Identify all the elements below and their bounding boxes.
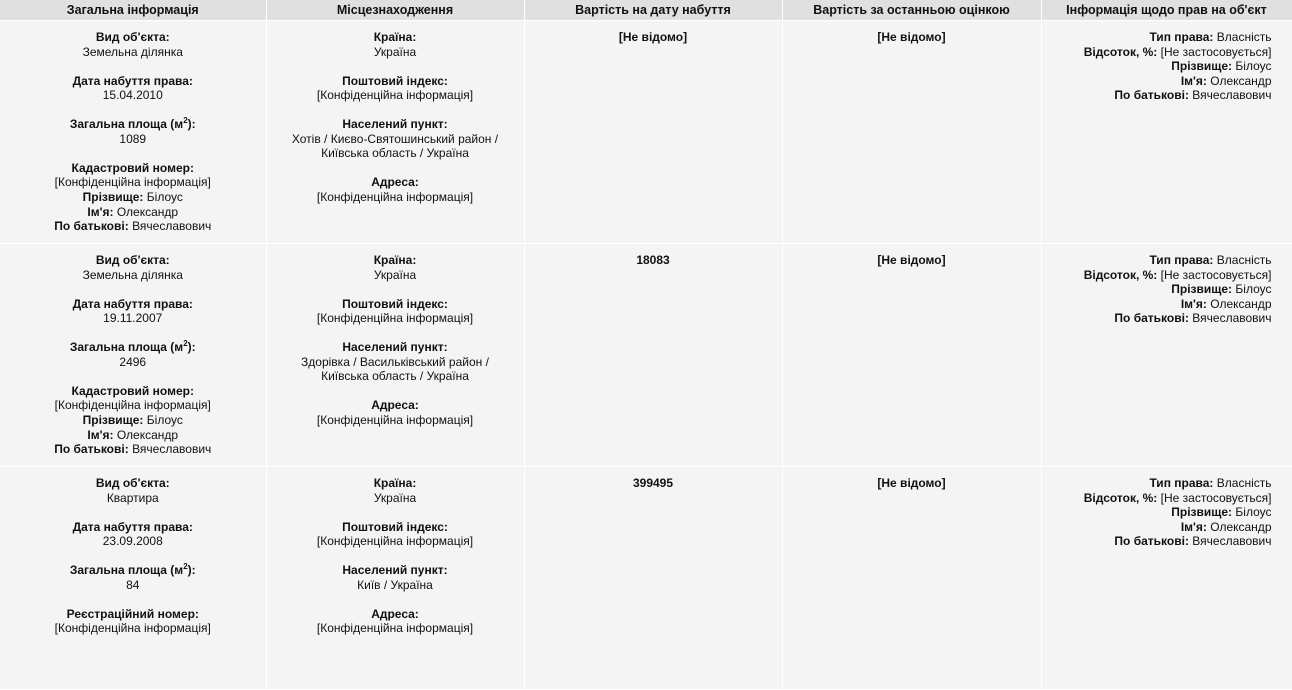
rights-name-line: Ім'я: Олександр xyxy=(1180,296,1272,311)
address-block: Адреса: [Конфіденційна інформація] xyxy=(271,175,520,204)
cadastral-value: [Конфіденційна інформація] xyxy=(54,175,211,190)
registration-label: Реєстраційний номер: xyxy=(66,606,199,621)
acquisition-date-label: Дата набуття права: xyxy=(72,296,193,311)
object-type-label: Вид об'єкта: xyxy=(95,476,170,490)
right-type-line: Тип права: Власність xyxy=(1149,476,1272,490)
country-block: Країна: Україна xyxy=(271,476,520,505)
postal-block: Поштовий індекс: [Конфіденційна інформація] xyxy=(271,520,520,549)
surname-line: Прізвище: Білоус xyxy=(82,189,183,204)
settlement-value-line1: Хотів / Києво-Святошинський район / xyxy=(291,131,499,146)
area-value: 84 xyxy=(126,577,140,592)
postal-block: Поштовий індекс: [Конфіденційна інформація] xyxy=(271,297,520,326)
patronymic-line: По батькові: Вячеславович xyxy=(54,219,212,234)
postal-block: Поштовий індекс: [Конфіденційна інформація] xyxy=(271,74,520,103)
surname-value: Білоус xyxy=(146,412,183,427)
country-block: Країна: Україна xyxy=(271,30,520,59)
rights-surname-line: Прізвище: Білоус xyxy=(1171,505,1272,520)
postal-value: [Конфіденційна інформація] xyxy=(316,534,474,549)
location-cell xyxy=(266,467,524,690)
header-location: Місцезнаходження xyxy=(266,0,524,21)
cadastral-value: [Конфіденційна інформація] xyxy=(54,398,211,413)
country-value: Україна xyxy=(373,44,417,59)
table-row xyxy=(0,467,1292,690)
object-type-block xyxy=(4,30,262,59)
value-last-cell: [Не відомо] xyxy=(782,467,1041,690)
address-value: [Конфіденційна інформація] xyxy=(316,189,474,204)
settlement-value-line1: Київ / Україна xyxy=(357,577,433,592)
acquisition-date-block xyxy=(4,520,262,549)
right-type-line: Тип права: Власність xyxy=(1149,30,1272,44)
acquisition-date-block xyxy=(4,297,262,326)
table-row xyxy=(0,244,1292,467)
area-value: 2496 xyxy=(119,354,147,369)
value-acquisition-cell: 399495 xyxy=(524,467,782,690)
settlement-block: Населений пункт: Здорівка / Васильківський район / Київська область / Україна xyxy=(271,340,520,384)
acquisition-date-value: 15.04.2010 xyxy=(102,88,163,103)
general-info-cell xyxy=(0,21,266,244)
value-last-cell: [Не відомо] xyxy=(782,244,1041,467)
acquisition-date-value: 23.09.2008 xyxy=(102,534,163,549)
cadastral-label: Кадастровий номер: xyxy=(71,160,194,175)
percent-line: Відсоток, %: [Не застосовується] xyxy=(1083,490,1272,505)
settlement-block: Населений пункт: Хотів / Києво-Святошинський район / Київська область / Україна xyxy=(271,117,520,161)
header-value-last-assessment: Вартість за останньою оцінкою xyxy=(782,0,1041,21)
registration-value: [Конфіденційна інформація] xyxy=(54,621,211,636)
patronymic-line: По батькові: Вячеславович xyxy=(54,442,212,457)
acquisition-date-label: Дата набуття права: xyxy=(72,73,193,88)
acquisition-date-label: Дата набуття права: xyxy=(72,519,193,534)
settlement-value-line1: Здорівка / Васильківський район / xyxy=(301,354,489,369)
area-block xyxy=(4,563,262,592)
postal-value: [Конфіденційна інформація] xyxy=(316,311,474,326)
rights-surname-line: Прізвище: Білоус xyxy=(1171,59,1272,74)
patronymic-value: Вячеславович xyxy=(132,219,212,234)
location-cell xyxy=(266,244,524,467)
settlement-value-line2: Київська область / Україна xyxy=(321,146,469,161)
postal-value: [Конфіденційна інформація] xyxy=(316,88,474,103)
area-block xyxy=(4,340,262,369)
surname-value: Білоус xyxy=(146,189,183,204)
patronymic-value: Вячеславович xyxy=(132,442,212,457)
object-type-value: Земельна ділянка xyxy=(82,267,183,282)
object-type-block xyxy=(4,253,262,282)
rights-patronymic-line: По батькові: Вячеславович xyxy=(1114,88,1272,103)
name-line: Ім'я: Олександр xyxy=(87,427,179,442)
object-type-label: Вид об'єкта: xyxy=(95,253,170,267)
table-row xyxy=(0,21,1292,244)
general-info-cell xyxy=(0,244,266,467)
cadastral-block xyxy=(4,161,262,234)
settlement-block: Населений пункт: Київ / Україна xyxy=(271,563,520,592)
rights-name-line: Ім'я: Олександр xyxy=(1180,73,1272,88)
location-cell xyxy=(266,21,524,244)
name-value: Олександр xyxy=(116,204,179,219)
address-block: Адреса: [Конфіденційна інформація] xyxy=(271,607,520,636)
rights-cell xyxy=(1041,467,1292,690)
name-value: Олександр xyxy=(116,427,179,442)
rights-patronymic-line: По батькові: Вячеславович xyxy=(1114,534,1272,549)
rights-cell xyxy=(1041,244,1292,467)
area-label: Загальна площа $(м^2)$: xyxy=(69,562,196,578)
value-acquisition-cell: 18083 xyxy=(524,244,782,467)
general-info-cell xyxy=(0,467,266,690)
object-type-label: Вид об'єкта: xyxy=(95,30,170,44)
country-block: Країна: Україна xyxy=(271,253,520,282)
address-value: [Конфіденційна інформація] xyxy=(316,412,474,427)
rights-surname-line: Прізвище: Білоус xyxy=(1171,282,1272,297)
surname-line: Прізвище: Білоус xyxy=(82,412,183,427)
percent-line: Відсоток, %: [Не застосовується] xyxy=(1083,267,1272,282)
settlement-value-line2: Київська область / Україна xyxy=(321,369,469,384)
rights-name-line: Ім'я: Олександр xyxy=(1180,519,1272,534)
area-label: Загальна площа $(м^2)$: xyxy=(69,339,196,355)
cadastral-block xyxy=(4,384,262,457)
country-value: Україна xyxy=(373,490,417,505)
rights-cell xyxy=(1041,21,1292,244)
address-block: Адреса: [Конфіденційна інформація] xyxy=(271,398,520,427)
acquisition-date-value: 19.11.2007 xyxy=(103,311,163,326)
percent-line: Відсоток, %: [Не застосовується] xyxy=(1083,44,1272,59)
address-value: [Конфіденційна інформація] xyxy=(316,621,474,636)
object-type-block xyxy=(4,476,262,505)
right-type-line: Тип права: Власність xyxy=(1149,253,1272,267)
area-label: Загальна площа $(м^2)$: xyxy=(69,116,196,132)
area-block xyxy=(4,117,262,146)
value-acquisition-cell: [Не відомо] xyxy=(524,21,782,244)
area-value: 1089 xyxy=(119,131,147,146)
acquisition-date-block xyxy=(4,74,262,103)
registration-block xyxy=(4,607,262,636)
header-rights-info: Інформація щодо прав на об'єкт xyxy=(1041,0,1292,21)
country-value: Україна xyxy=(373,267,417,282)
header-general-info: Загальна інформація xyxy=(0,0,266,21)
object-type-value: Квартира xyxy=(106,490,159,505)
header-value-acquisition: Вартість на дату набуття xyxy=(524,0,782,21)
header-row xyxy=(0,0,1292,21)
rights-patronymic-line: По батькові: Вячеславович xyxy=(1114,311,1272,326)
name-line: Ім'я: Олександр xyxy=(87,204,179,219)
object-type-value: Земельна ділянка xyxy=(82,44,183,59)
value-last-cell: [Не відомо] xyxy=(782,21,1041,244)
cadastral-label: Кадастровий номер: xyxy=(71,383,194,398)
